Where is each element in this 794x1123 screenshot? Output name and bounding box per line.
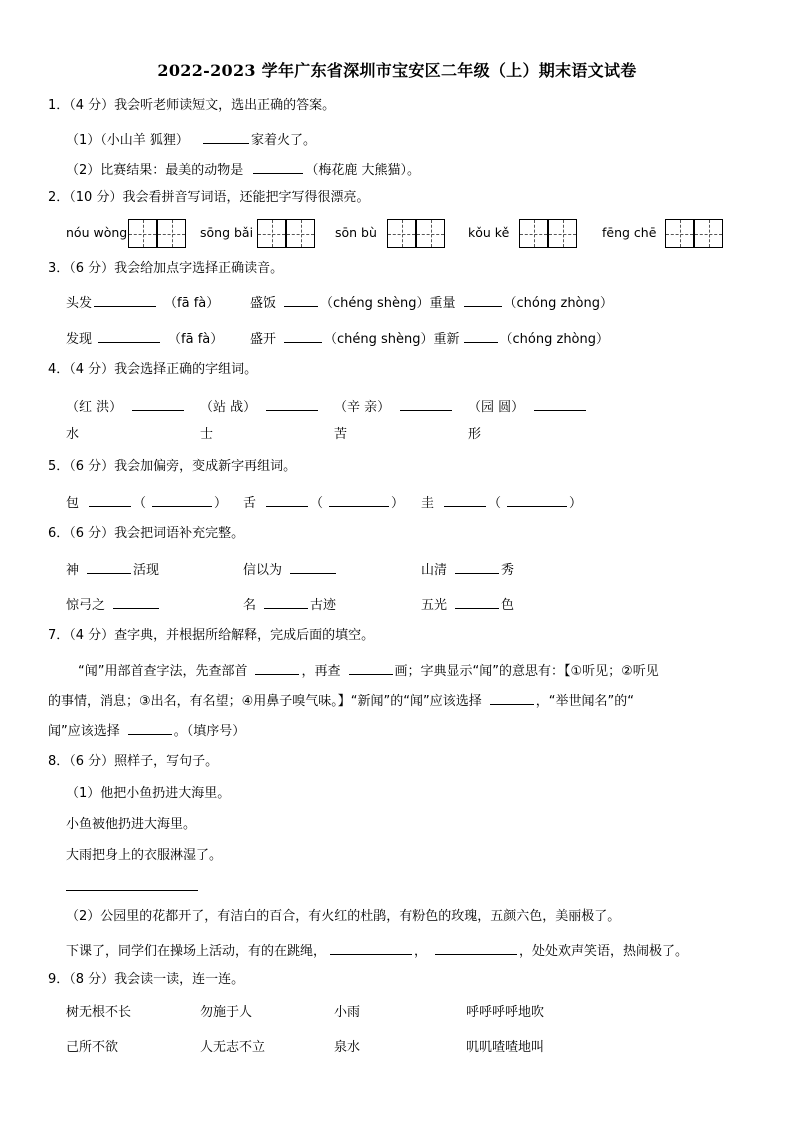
question-3-row-2 xyxy=(66,328,223,349)
text: 的事情，消息；③出名，有名望；④用鼻子嗅气味。】“新闻”的“闻”应该选择 xyxy=(48,694,482,709)
page-title: 2022-2023 学年广东省深圳市宝安区二年级（上）期末语文试卷 xyxy=(157,61,637,80)
writing-grid-box[interactable] xyxy=(257,219,286,248)
answer-blank[interactable] xyxy=(152,492,212,507)
match-item[interactable]: 泉水 xyxy=(334,1040,361,1055)
text: ，处处欢声笑语，热闹极了。 xyxy=(519,944,689,959)
text: 下课了，同学们在操场上活动，有的在跳绳， xyxy=(66,944,327,959)
char-options: （辛 亲） xyxy=(334,400,391,415)
answer-blank[interactable] xyxy=(400,396,452,411)
answer-blank[interactable] xyxy=(490,690,534,705)
match-item[interactable]: 己所不欲 xyxy=(66,1040,119,1055)
answer-blank[interactable] xyxy=(349,660,393,675)
answer-blank[interactable] xyxy=(284,328,322,343)
q8-example-sentence: （1）他把小鱼扔进大海里。 xyxy=(66,786,231,801)
text: 画；字典显示“闻”的意思有：【①听见；②听见 xyxy=(394,664,659,679)
idiom-1 xyxy=(66,559,159,580)
answer-blank[interactable] xyxy=(290,559,336,574)
pinyin-5: fēng chē xyxy=(602,225,657,240)
writing-grid-box[interactable] xyxy=(548,219,577,248)
q4-option-3 xyxy=(334,396,454,417)
question-3-row-1b xyxy=(250,292,613,313)
answer-blank[interactable] xyxy=(329,492,389,507)
idiom-part: 色 xyxy=(501,598,515,613)
idiom-part: 山清 xyxy=(421,563,448,578)
pronunciation-options: （fā fà） xyxy=(164,296,220,311)
question-5-stem: 5．（6 分）我会加偏旁，变成新字再组词。 xyxy=(48,459,297,474)
answer-blank[interactable] xyxy=(113,594,159,609)
idiom-part: 五光 xyxy=(421,598,448,613)
answer-blank[interactable] xyxy=(132,396,184,411)
q4-char-4: 形 xyxy=(468,427,482,442)
q1-part1-tail: 家着火了。 xyxy=(251,133,317,148)
match-item[interactable]: 人无志不立 xyxy=(200,1040,266,1055)
question-2-stem: 2．（10 分）我会看拼音写词语，还能把字写得很漂亮。 xyxy=(48,190,370,205)
paren: ） xyxy=(214,496,228,511)
question-1-part-1 xyxy=(66,129,316,150)
q4-option-2 xyxy=(200,396,320,417)
q1-part2-options: （梅花鹿 大熊猫）。 xyxy=(305,163,421,178)
q5-item-3 xyxy=(421,492,582,513)
base-char: 舌 xyxy=(243,496,257,511)
answer-blank[interactable] xyxy=(128,720,172,735)
q4-option-4 xyxy=(468,396,588,417)
idiom-part: 活现 xyxy=(133,563,160,578)
idiom-part: 神 xyxy=(66,563,80,578)
answer-blank[interactable] xyxy=(507,492,567,507)
char-options: （园 圆） xyxy=(468,400,525,415)
answer-blank[interactable] xyxy=(94,292,156,307)
match-item[interactable]: 叽叽喳喳地叫 xyxy=(466,1040,545,1055)
question-8-stem: 8．（6 分）照样子，写句子。 xyxy=(48,754,219,769)
text: 。（填序号） xyxy=(173,724,246,739)
answer-blank[interactable] xyxy=(87,559,131,574)
q5-item-2 xyxy=(243,492,404,513)
writing-grid-box[interactable] xyxy=(157,219,186,248)
match-item[interactable]: 呼呼呼呼地吹 xyxy=(466,1005,545,1020)
answer-blank[interactable] xyxy=(66,876,198,891)
char-options: （红 洪） xyxy=(66,400,123,415)
pinyin-2: sōng bǎi xyxy=(200,225,254,240)
question-9-stem: 9．（8 分）我会读一读，连一连。 xyxy=(48,972,245,987)
idiom-4 xyxy=(66,594,161,615)
writing-grid-box[interactable] xyxy=(416,219,445,248)
q4-char-3: 苦 xyxy=(334,427,348,442)
text: ， xyxy=(414,944,428,959)
idiom-part: 古迹 xyxy=(310,598,337,613)
answer-blank[interactable] xyxy=(255,660,299,675)
writing-grid-box[interactable] xyxy=(519,219,548,248)
pronunciation-options: （chóng zhòng） xyxy=(499,332,610,347)
word: 盛饭 xyxy=(250,296,277,311)
question-4-stem: 4．（4 分）我会选择正确的字组词。 xyxy=(48,362,258,377)
paren: ） xyxy=(391,496,405,511)
answer-blank[interactable] xyxy=(464,292,502,307)
text: ，“举世闻名”的“ xyxy=(535,694,634,709)
answer-blank[interactable] xyxy=(464,328,498,343)
char-options: （站 战） xyxy=(200,400,257,415)
idiom-part: 信以为 xyxy=(243,563,283,578)
writing-grid-box[interactable] xyxy=(694,219,723,248)
q4-char-1: 水 xyxy=(66,427,80,442)
answer-blank[interactable] xyxy=(89,492,131,507)
writing-grid-box[interactable] xyxy=(665,219,694,248)
q5-item-1 xyxy=(66,492,227,513)
q7-line-3 xyxy=(48,720,245,741)
word: 头发 xyxy=(66,296,93,311)
pinyin-1: nóu wòng xyxy=(66,225,128,240)
pronunciation-options: （fā fà） xyxy=(168,332,224,347)
answer-blank[interactable] xyxy=(98,328,160,343)
answer-blank[interactable] xyxy=(264,594,308,609)
idiom-2 xyxy=(243,559,338,580)
answer-blank[interactable] xyxy=(455,559,499,574)
paren: ） xyxy=(569,496,583,511)
paren: （ xyxy=(310,496,324,511)
answer-blank[interactable] xyxy=(203,129,249,144)
question-6-stem: 6．（6 分）我会把词语补充完整。 xyxy=(48,526,245,541)
pinyin-3: sōn bù xyxy=(335,225,377,240)
q1-part2-text: （2）比赛结果：最美的动物是 xyxy=(66,163,244,178)
idiom-part: 秀 xyxy=(501,563,515,578)
text: “闻”用部首查字法，先查部首 xyxy=(78,664,248,679)
paren: （ xyxy=(488,496,502,511)
pinyin-4: kǒu kě xyxy=(468,225,510,240)
q8-part-2-task xyxy=(66,940,688,961)
pronunciation-options: （chéng shèng）重新 xyxy=(324,332,460,347)
writing-grid-box[interactable] xyxy=(286,219,315,248)
q7-line-1 xyxy=(78,660,659,681)
question-1-stem: 1．（4 分）我会听老师读短文，选出正确的答案。 xyxy=(48,98,336,113)
idiom-3 xyxy=(421,559,514,580)
match-item[interactable]: 勿施于人 xyxy=(200,1005,253,1020)
word: 发现 xyxy=(66,332,93,347)
question-7-stem: 7．（4 分）查字典，并根据所给解释，完成后面的填空。 xyxy=(48,628,375,643)
base-char: 包 xyxy=(66,496,80,511)
text: 闻”应该选择 xyxy=(48,724,120,739)
answer-blank[interactable] xyxy=(455,594,499,609)
pronunciation-options: （chéng shèng）重量 xyxy=(320,296,456,311)
pronunciation-options: （chóng zhòng） xyxy=(503,296,614,311)
answer-blank[interactable] xyxy=(534,396,586,411)
question-3-row-1 xyxy=(66,292,219,313)
question-1-part-2 xyxy=(66,159,420,180)
answer-blank[interactable] xyxy=(284,292,318,307)
q1-part1-options: （1）（小山羊 狐狸） xyxy=(66,133,189,148)
writing-grid-box[interactable] xyxy=(387,219,416,248)
q4-option-1 xyxy=(66,396,186,417)
idiom-5 xyxy=(243,594,336,615)
writing-grid-box[interactable] xyxy=(128,219,157,248)
q4-char-2: 士 xyxy=(200,427,214,442)
q8-example-answer: 小鱼被他扔进大海里。 xyxy=(66,817,197,832)
q8-answer-line xyxy=(66,876,198,897)
q8-task-sentence: 大雨把身上的衣服淋湿了。 xyxy=(66,848,223,863)
question-3-stem: 3．（6 分）我会给加点字选择正确读音。 xyxy=(48,261,284,276)
answer-blank[interactable] xyxy=(435,940,517,955)
base-char: 圭 xyxy=(421,496,435,511)
answer-blank[interactable] xyxy=(253,159,303,174)
paren: （ xyxy=(133,496,147,511)
answer-blank[interactable] xyxy=(266,492,308,507)
answer-blank[interactable] xyxy=(330,940,412,955)
word: 盛开 xyxy=(250,332,277,347)
answer-blank[interactable] xyxy=(444,492,486,507)
answer-blank[interactable] xyxy=(266,396,318,411)
q8-part-2: （2）公园里的花都开了，有洁白的百合，有火红的杜鹃，有粉色的玫瑰，五颜六色，美丽极了。 xyxy=(66,909,621,924)
idiom-part: 名 xyxy=(243,598,257,613)
idiom-6 xyxy=(421,594,514,615)
question-3-row-2b xyxy=(250,328,609,349)
match-item[interactable]: 树无根不长 xyxy=(66,1005,132,1020)
q7-line-2 xyxy=(48,690,634,711)
text: ，再查 xyxy=(301,664,341,679)
idiom-part: 惊弓之 xyxy=(66,598,106,613)
match-item[interactable]: 小雨 xyxy=(334,1005,361,1020)
